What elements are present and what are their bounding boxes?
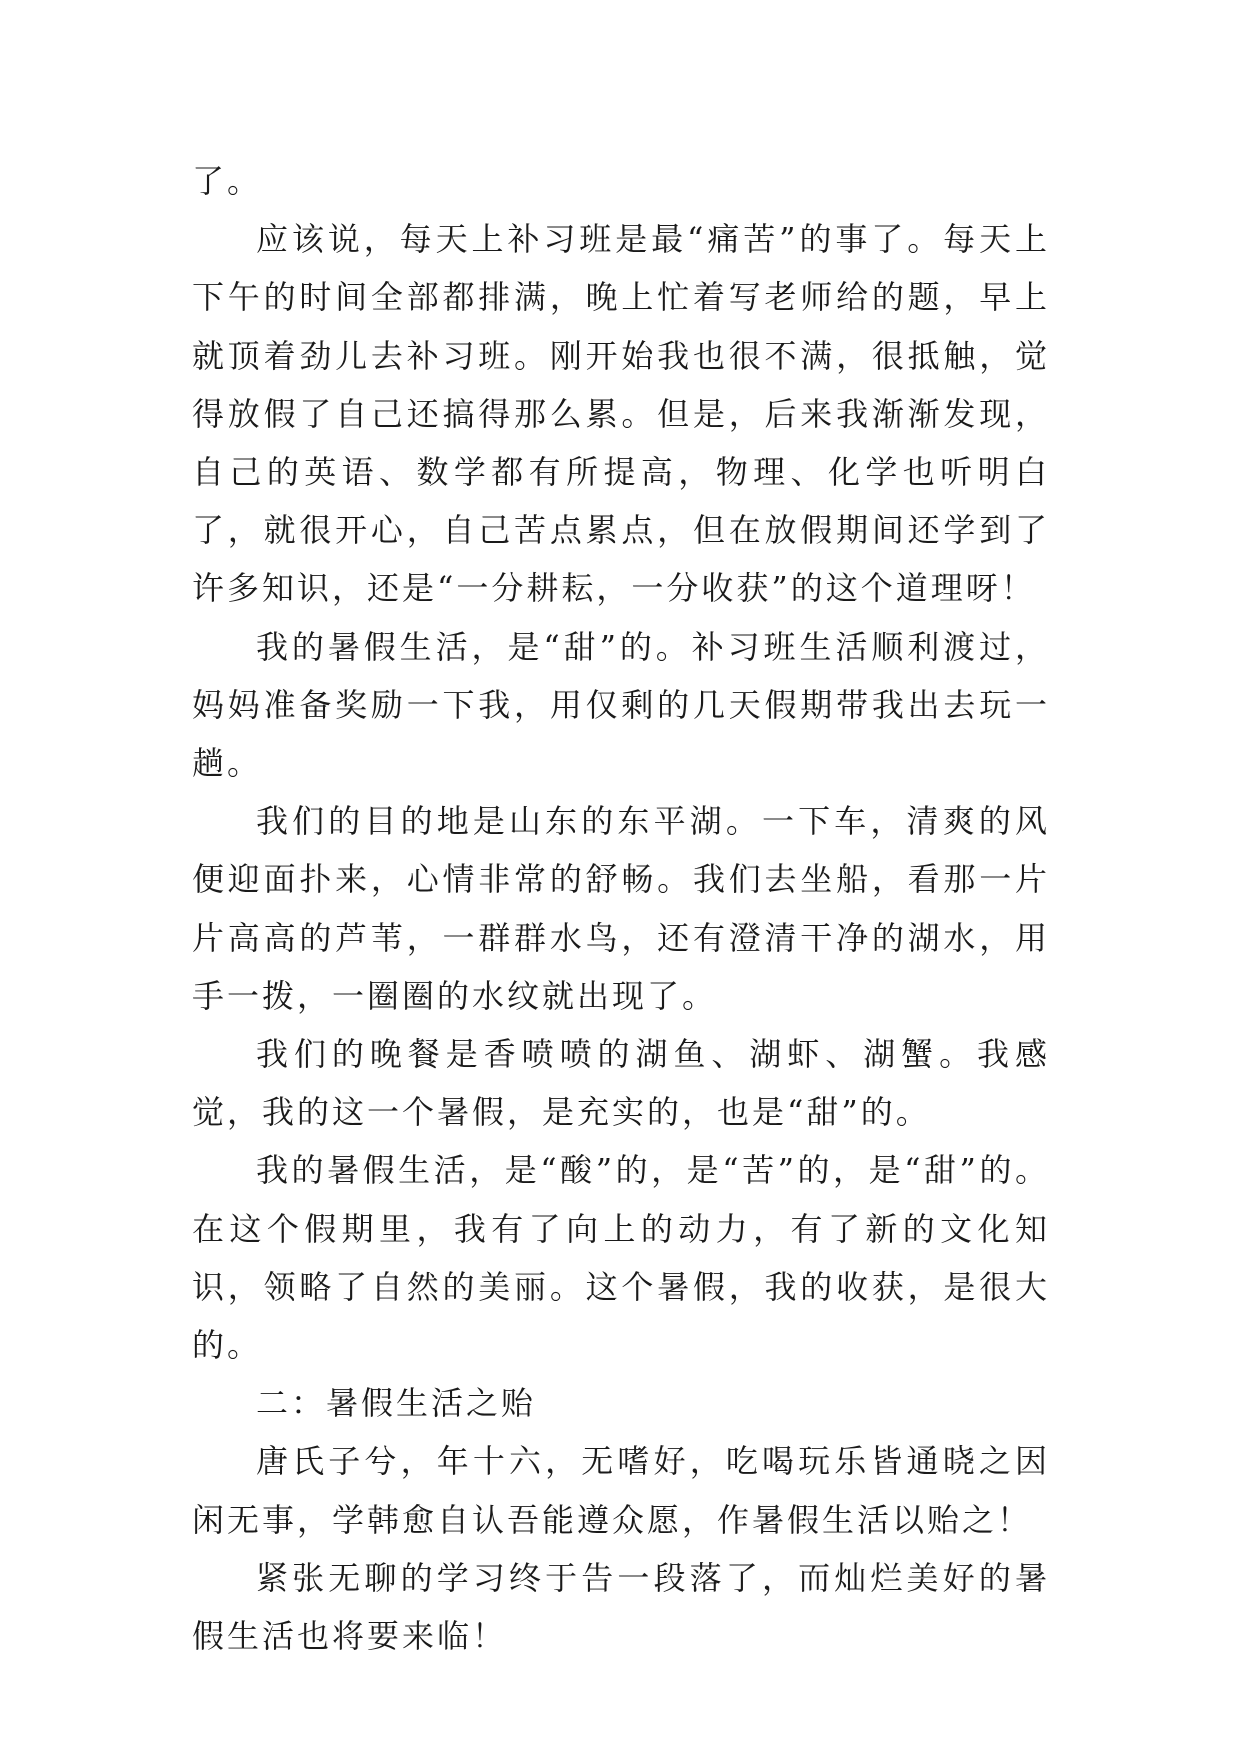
paragraph-dongping-lake: 我们的目的地是山东的东平湖。一下车，清爽的风便迎面扑来，心情非常的舒畅。我们去坐船，看那一片片高高的芦苇，一群群水鸟，还有澄清干净的湖水，用手一拨，一圈圈的水纹就出现了。 bbox=[192, 802, 1050, 1015]
paragraph-summary: 我的暑假生活，是“酸”的，是“苦”的，是“甜”的。在这个假期里，我有了向上的动力，有了新的文化知识，领略了自然的美丽。这个暑假，我的收获，是很大的。 bbox=[192, 1151, 1050, 1365]
paragraph-sweet-summer: 我的暑假生活，是“甜”的。补习班生活顺利渡过，妈妈准备奖励一下我，用仅剩的几天假期带我出去玩一趟。 bbox=[192, 627, 1050, 783]
section-heading: 二：暑假生活之贻 bbox=[256, 1384, 537, 1423]
paragraph-tang-intro: 唐氏子兮，年十六，无嗜好，吃喝玩乐皆通晓之因闲无事，学韩愈自认吾能遵众愿，作暑假生活以贻之！ bbox=[192, 1442, 1050, 1539]
paragraph-dinner: 我们的晚餐是香喷喷的湖鱼、湖虾、湖蟹。我感觉，我的这一个暑假，是充实的，也是“甜”的。 bbox=[192, 1035, 1050, 1132]
paragraph-summary-begins: 紧张无聊的学习终于告一段落了，而灿烂美好的暑假生活也将要来临！ bbox=[192, 1558, 1050, 1656]
document-body bbox=[192, 152, 1050, 1665]
paragraph-continuation: 了。 bbox=[192, 162, 263, 200]
paragraph-cram-school: 应该说，每天上补习班是最“痛苦”的事了。每天上下午的时间全部都排满，晚上忙着写老师给的题，早上就顶着劲儿去补习班。刚开始我也很不满，很抵触，觉得放假了自己还搞得那么累。但是，后来我渐渐发现，自己的英语、数学都有所提高，物理、化学也听明白了，就很开心，自己苦点累点，但在放假期间还学到了许多知识，还是“一分耕耘，一分收获”的这个道理呀！ bbox=[192, 220, 1050, 608]
